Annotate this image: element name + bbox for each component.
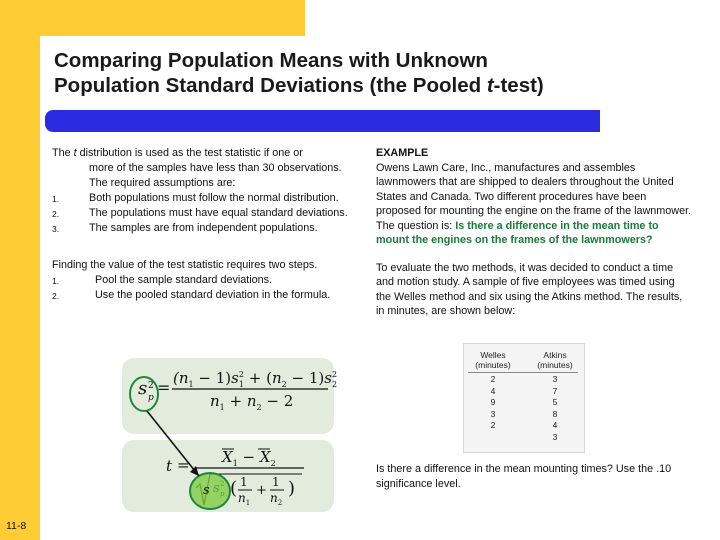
formula-t-equals: = [177, 456, 190, 474]
atkins-header-name: Atkins [543, 350, 567, 360]
intro-rest: more of the samples have less than 30 observations. The required assumptions are: [89, 162, 342, 189]
table-cell: 3 [490, 408, 496, 419]
table-cell: 3 [552, 374, 558, 384]
sp-highlight-circle-bottom [190, 473, 230, 509]
t-statistic-formula [166, 448, 304, 507]
formula-sp-symbol: s [138, 378, 148, 399]
formula-n2: $n_2$ [270, 491, 283, 507]
example-label: EXAMPLE [376, 147, 429, 159]
formula-one-b: 1 [272, 475, 280, 489]
formula-one-a: 1 [240, 475, 248, 489]
title-italic-t: t [486, 74, 494, 97]
step-number: 2. [52, 291, 60, 301]
welles-header-name: Welles [480, 350, 506, 360]
welles-column [468, 374, 518, 432]
assumption-number: 1. [52, 194, 60, 204]
formula-plus: + [256, 483, 267, 498]
table-cell: 4 [552, 420, 558, 430]
formula-sp-superscript: 2 [148, 381, 154, 391]
table-header-atkins [530, 350, 580, 370]
atkins-column [530, 374, 580, 443]
formula-n1: $n_1$ [238, 491, 251, 507]
table-cell: 2 [490, 420, 496, 430]
formula-xbar-difference: $X_1 - X_2$ [222, 448, 276, 468]
study-description: To evaluate the two methods, it was decided to conduct a time and motion study. A sample of five employees was timed using the Welles method and six using the Atkins method. The results, in minutes, are shown below: [376, 261, 683, 317]
connector-arrow-line [147, 411, 199, 476]
example-paragraph [376, 161, 692, 248]
table-cell: 2 [490, 374, 496, 384]
title-line-1: Comparing Population Means with Unknown [54, 49, 488, 72]
spacer [376, 248, 692, 261]
formula-sp-subscript: p [148, 393, 154, 403]
step-number: 1. [52, 276, 60, 286]
title-line-2-post: -test) [493, 74, 544, 97]
formula-equals: = [157, 378, 171, 397]
intro-italic-t: t [73, 147, 77, 159]
pooled-variance-formula [138, 369, 337, 412]
table-cell: 3 [552, 431, 558, 442]
assumption-text: The populations must have equal standard deviations. [89, 207, 348, 219]
table-header-welles [468, 350, 518, 370]
assumption-number: 3. [52, 224, 60, 234]
assumption-number: 2. [52, 209, 60, 219]
formula-close-paren: ) [288, 478, 296, 499]
example-question-highlight: Is there a difference in the mean time to mount the engines on the frames of the lawnmowers? [376, 219, 659, 246]
slide-number: 11-8 [6, 520, 27, 532]
right-column [376, 146, 692, 319]
assumption-text: Both populations must follow the normal distribution. [89, 192, 339, 204]
table-cell: 7 [552, 385, 558, 396]
formula-sqrt-sp-over: s [203, 483, 210, 498]
title-line-2-pre: Population Standard Deviations (the Pooled [54, 74, 487, 97]
significance-question: Is there a difference in the mean mounting times? Use the .10 significance level. [376, 463, 672, 490]
intro-line1: distribution is used as the test statistic if one or [76, 147, 303, 159]
assumption-text: The samples are from independent populations. [89, 222, 318, 234]
example-text: Owens Lawn Care, Inc., manufactures and assembles lawnmowers that are shipped to dealers throughout the United States and Canada. Two different procedures have been proposed for mounting the engine on the frame of the lawnmower. The question is: [376, 161, 692, 232]
welles-header-unit: (minutes) [475, 360, 511, 370]
step-text: Pool the sample standard deviations. [95, 274, 273, 286]
table-cell: 5 [552, 397, 558, 407]
table-cell: 9 [490, 397, 496, 407]
table-header-divider [468, 372, 578, 373]
mounting-times-table [463, 343, 585, 453]
step-text: Use the pooled standard deviation in the formula. [95, 289, 331, 301]
formula-denominator: $n_1 + n_2 - 2$ [210, 392, 294, 412]
steps-intro: Finding the value of the test statistic requires two steps. [52, 259, 318, 271]
intro-pre: The [52, 147, 74, 159]
table-cell: 8 [552, 408, 558, 419]
formula-t-symbol: t [166, 457, 173, 475]
formula-numerator: $(n_1 - 1)s^2$ $1 + (n_2 - 1)s^2$ 2 [173, 369, 338, 389]
atkins-header-unit: (minutes) [537, 360, 573, 370]
table-cell: 4 [490, 385, 496, 396]
formula-open-paren: ( [230, 478, 238, 499]
